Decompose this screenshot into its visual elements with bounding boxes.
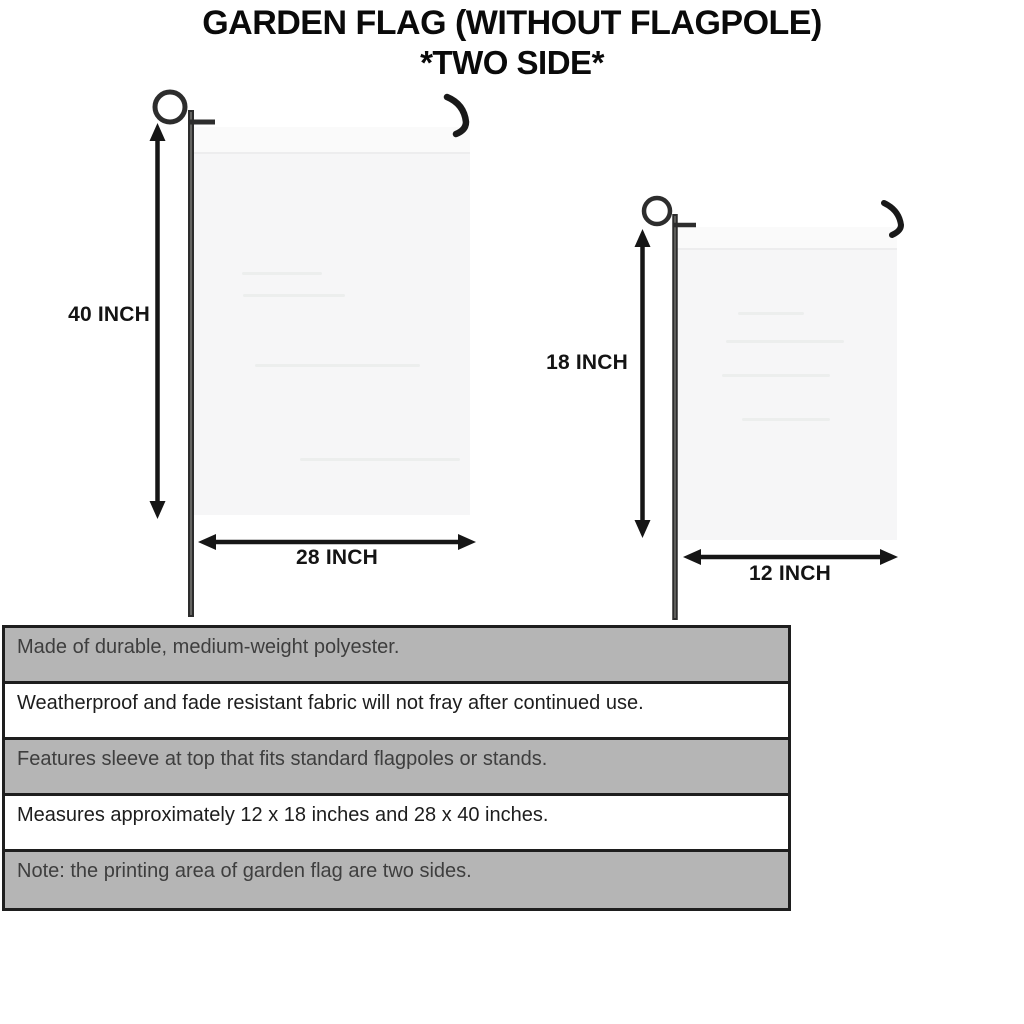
feature-row-measures: Measures approximately 12 x 18 inches and 28 x 40 inches. bbox=[5, 796, 788, 852]
feature-row-sleeve: Features sleeve at top that fits standard flagpoles or stands. bbox=[5, 740, 788, 796]
small-flag-body bbox=[677, 227, 897, 540]
large-flag-height-label: 40 INCH bbox=[68, 303, 150, 326]
small-flag-sleeve-seam bbox=[677, 248, 897, 250]
small-flag-sleeve bbox=[677, 227, 897, 249]
page-title: GARDEN FLAG (WITHOUT FLAGPOLE) bbox=[202, 4, 822, 42]
page-subtitle: *TWO SIDE* bbox=[420, 44, 604, 81]
large-flag-height-arrow bbox=[150, 123, 166, 519]
small-flag-height-label: 18 INCH bbox=[546, 351, 628, 374]
small-flag-pole-loop-icon bbox=[644, 198, 670, 224]
feature-row-material: Made of durable, medium-weight polyester. bbox=[5, 628, 788, 684]
large-flag-pole-loop-icon bbox=[155, 92, 185, 122]
large-flag-body bbox=[192, 127, 470, 515]
small-flag-height-arrow bbox=[635, 229, 651, 538]
small-flag-assembly bbox=[635, 198, 902, 620]
features-table bbox=[2, 625, 791, 911]
feature-row-note: Note: the printing area of garden flag are two sides. bbox=[5, 852, 788, 908]
small-flag-width-label: 12 INCH bbox=[749, 562, 831, 585]
large-flag-sleeve bbox=[192, 127, 470, 153]
feature-row-weatherproof: Weatherproof and fade resistant fabric will not fray after continued use. bbox=[5, 684, 788, 740]
large-flag-assembly bbox=[150, 92, 477, 617]
large-flag-width-label: 28 INCH bbox=[296, 546, 378, 569]
large-flag-sleeve-seam bbox=[192, 152, 470, 154]
